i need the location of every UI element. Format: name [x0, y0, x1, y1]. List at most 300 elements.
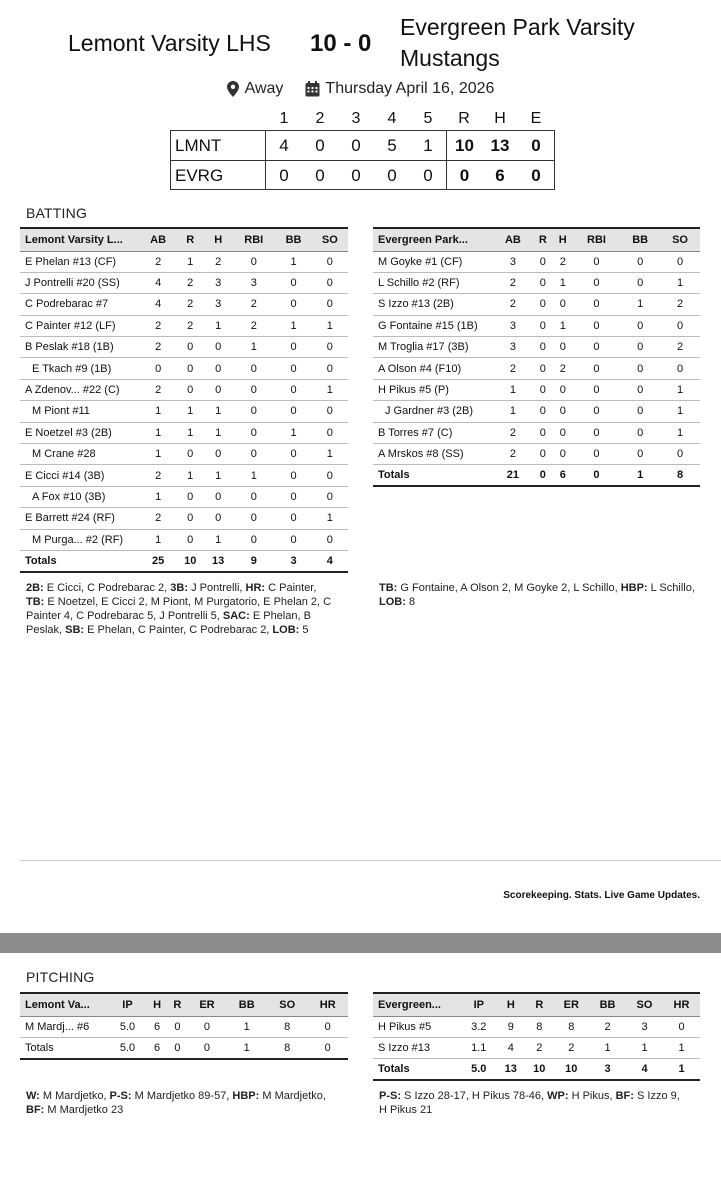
- note-text: L Schillo,: [647, 582, 695, 594]
- player-row: [373, 1016, 700, 1037]
- stat-cell: 0: [275, 529, 311, 550]
- total-cell: 21: [493, 465, 533, 486]
- note-text: E Noetzel, E Cicci 2, M Piont, M Purgatorio, E Phelan 2, C Painter 4, C Podrebarac 5, J Pontrelli 5,: [26, 596, 332, 622]
- total-cell: 10: [176, 550, 204, 571]
- total-cell: 3: [275, 550, 311, 571]
- line-score-row-home: [171, 131, 554, 160]
- stat-cell: 0: [553, 444, 573, 465]
- note-label: P-S:: [109, 1090, 132, 1102]
- inning-label: 1: [279, 110, 289, 127]
- stat-column-header: AB: [140, 228, 176, 251]
- stat-cell: 0: [307, 1016, 348, 1037]
- stat-column-header: IP: [461, 993, 497, 1016]
- hits-total: 13: [490, 136, 510, 155]
- player-name: C Podrebarac #7: [20, 294, 140, 315]
- stat-cell: 0: [275, 508, 311, 529]
- stat-cell: 2: [140, 315, 176, 336]
- stat-cell: 1: [204, 401, 232, 422]
- stat-column-header: AB: [493, 228, 533, 251]
- inning-score: 0: [315, 136, 325, 155]
- stat-column-header: SO: [267, 993, 308, 1016]
- total-cell: 8: [267, 1037, 308, 1058]
- stat-cell: 0: [620, 337, 660, 358]
- stat-cell: 1: [493, 401, 533, 422]
- stat-cell: 2: [493, 358, 533, 379]
- stat-column-header: R: [167, 993, 187, 1016]
- stat-cell: 1: [275, 315, 311, 336]
- note-text: 8: [405, 596, 416, 608]
- runs-total: 10: [446, 131, 482, 160]
- total-cell: 10: [554, 1059, 590, 1080]
- stat-cell: 1: [140, 486, 176, 507]
- hits-label: H: [494, 110, 506, 127]
- total-cell: 6: [553, 465, 573, 486]
- inning-score: 0: [315, 165, 325, 185]
- stat-cell: 0: [312, 401, 348, 422]
- player-name: E Noetzel #3 (2B): [20, 422, 140, 443]
- player-row: [373, 444, 700, 465]
- stat-cell: 3: [204, 294, 232, 315]
- errors-total: 0: [531, 165, 541, 185]
- totals-row: [373, 465, 700, 486]
- player-row: [373, 272, 700, 293]
- stat-column-header: SO: [626, 993, 663, 1016]
- stat-cell: 2: [660, 294, 700, 315]
- stat-cell: 1: [663, 1037, 700, 1058]
- totals-row: [373, 1059, 700, 1080]
- player-name: M Troglia #17 (3B): [373, 337, 493, 358]
- stat-cell: 1: [176, 465, 204, 486]
- stat-column-header: H: [497, 993, 525, 1016]
- stat-cell: 0: [573, 401, 621, 422]
- player-name: M Goyke #1 (CF): [373, 251, 493, 272]
- note-text: M Mardjetko,: [259, 1090, 326, 1102]
- total-cell: 3: [589, 1059, 626, 1080]
- player-name: S Izzo #13: [373, 1037, 461, 1058]
- stat-cell: 3: [204, 272, 232, 293]
- player-name: H Pikus #5 (P): [373, 379, 493, 400]
- stat-column-header: RBI: [232, 228, 275, 251]
- inning-label: 5: [423, 110, 433, 127]
- stat-cell: 0: [553, 337, 573, 358]
- inning-score: 0: [351, 136, 361, 155]
- stat-cell: 2: [204, 251, 232, 272]
- player-row: [373, 1037, 700, 1058]
- stat-cell: 0: [553, 379, 573, 400]
- stat-column-header: ER: [188, 993, 227, 1016]
- player-row: [20, 337, 348, 358]
- stat-cell: 1: [232, 337, 275, 358]
- team-abbr: LMNT: [171, 131, 266, 160]
- stat-column-header: RBI: [573, 228, 621, 251]
- stat-cell: 0: [232, 529, 275, 550]
- stat-cell: 1: [660, 422, 700, 443]
- stat-cell: 4: [497, 1037, 525, 1058]
- stat-cell: 2: [553, 251, 573, 272]
- inning-label: 2: [315, 110, 325, 127]
- stat-cell: 0: [204, 358, 232, 379]
- stat-cell: 6: [147, 1016, 167, 1037]
- player-name: B Torres #7 (C): [373, 422, 493, 443]
- note-text: G Fontaine, A Olson 2, M Goyke 2, L Schillo,: [397, 582, 621, 594]
- stat-cell: 1: [275, 422, 311, 443]
- total-cell: 4: [312, 550, 348, 571]
- inning-score: 4: [279, 136, 289, 155]
- errors-label: E: [530, 110, 542, 127]
- line-score-row-away: [171, 160, 554, 189]
- stat-cell: 0: [204, 444, 232, 465]
- player-row: [20, 379, 348, 400]
- game-score: 10 - 0: [310, 30, 372, 57]
- stat-cell: 0: [312, 251, 348, 272]
- player-name: J Pontrelli #20 (SS): [20, 272, 140, 293]
- stat-cell: 1: [312, 379, 348, 400]
- stat-cell: 0: [573, 358, 621, 379]
- total-cell: 4: [626, 1059, 663, 1080]
- map-pin-icon: [227, 81, 241, 97]
- note-text: E Phelan, B Peslak,: [26, 610, 311, 636]
- stat-cell: 3.2: [461, 1016, 497, 1037]
- table-header-row: [373, 993, 700, 1016]
- note-label: SAC:: [222, 610, 250, 622]
- player-row: [20, 358, 348, 379]
- stat-column-header: R: [176, 228, 204, 251]
- inning-label: 3: [351, 110, 361, 127]
- page-break-band: [0, 933, 721, 953]
- game-header: [0, 0, 721, 80]
- inning-score: 5: [387, 136, 397, 155]
- stat-cell: 3: [493, 251, 533, 272]
- stat-cell: 1: [204, 529, 232, 550]
- note-label: BF:: [26, 1104, 45, 1116]
- line-score-box: [170, 130, 555, 190]
- stat-cell: 0: [232, 251, 275, 272]
- stat-cell: 2: [140, 379, 176, 400]
- stat-cell: 0: [533, 422, 553, 443]
- team-column-header: Evergreen...: [373, 993, 461, 1016]
- stat-cell: 0: [275, 337, 311, 358]
- inning-score: 0: [279, 165, 289, 185]
- stat-cell: 1.1: [461, 1037, 497, 1058]
- stat-cell: 1: [626, 1037, 663, 1058]
- stat-cell: 1: [140, 444, 176, 465]
- stat-column-header: ER: [554, 993, 590, 1016]
- stat-cell: 1: [312, 315, 348, 336]
- stat-cell: 1: [176, 422, 204, 443]
- stat-column-header: R: [525, 993, 553, 1016]
- table-header-row: [20, 993, 348, 1016]
- note-label: HBP:: [620, 582, 648, 594]
- stat-cell: 0: [275, 486, 311, 507]
- stat-cell: 1: [589, 1037, 626, 1058]
- stat-cell: 0: [573, 337, 621, 358]
- stat-cell: 3: [493, 315, 533, 336]
- player-name: L Schillo #2 (RF): [373, 272, 493, 293]
- player-name: S Izzo #13 (2B): [373, 294, 493, 315]
- stat-cell: 0: [312, 422, 348, 443]
- total-cell: 0: [307, 1037, 348, 1058]
- stat-cell: 2: [525, 1037, 553, 1058]
- home-pitching-notes: [26, 1089, 326, 1117]
- stat-cell: 0: [660, 315, 700, 336]
- stat-cell: 0: [188, 1016, 227, 1037]
- stat-cell: 0: [176, 529, 204, 550]
- player-name: A Olson #4 (F10): [373, 358, 493, 379]
- player-name: H Pikus #5: [373, 1016, 461, 1037]
- stat-cell: 1: [204, 422, 232, 443]
- player-name: A Mrskos #8 (SS): [373, 444, 493, 465]
- stat-cell: 4: [140, 272, 176, 293]
- game-date: Thursday April 16, 2026: [325, 80, 495, 97]
- total-cell: 1: [620, 465, 660, 486]
- stat-cell: 0: [312, 465, 348, 486]
- away-batting-table: [373, 227, 700, 487]
- player-row: [20, 251, 348, 272]
- stat-cell: 0: [533, 315, 553, 336]
- stat-cell: 0: [275, 465, 311, 486]
- total-cell: 13: [204, 550, 232, 571]
- stat-cell: 0: [176, 486, 204, 507]
- stat-cell: 1: [176, 401, 204, 422]
- stat-cell: 1: [553, 315, 573, 336]
- away-batting-notes: [379, 581, 701, 609]
- stat-cell: 0: [573, 251, 621, 272]
- stat-cell: 0: [620, 251, 660, 272]
- runs-label: R: [458, 110, 470, 127]
- total-cell: 5.0: [108, 1037, 147, 1058]
- stat-cell: 0: [573, 315, 621, 336]
- stat-cell: 2: [554, 1037, 590, 1058]
- inning-label: 4: [387, 110, 397, 127]
- stat-column-header: HR: [307, 993, 348, 1016]
- note-text: S Izzo 28-17, H Pikus 78-46,: [401, 1090, 548, 1102]
- stat-cell: 0: [660, 358, 700, 379]
- total-cell: 5.0: [461, 1059, 497, 1080]
- stat-cell: 0: [553, 422, 573, 443]
- stat-cell: 1: [140, 529, 176, 550]
- player-row: [373, 422, 700, 443]
- stat-cell: 0: [232, 358, 275, 379]
- stat-column-header: BB: [589, 993, 626, 1016]
- player-row: [20, 422, 348, 443]
- player-row: [373, 358, 700, 379]
- stat-cell: 0: [275, 272, 311, 293]
- note-text: M Mardjetko 23: [44, 1104, 124, 1116]
- stat-cell: 0: [573, 379, 621, 400]
- stat-cell: 0: [204, 337, 232, 358]
- note-label: 2B:: [26, 582, 44, 594]
- stat-cell: 1: [176, 251, 204, 272]
- player-name: B Peslak #18 (1B): [20, 337, 140, 358]
- stat-cell: 0: [620, 358, 660, 379]
- stat-cell: 0: [204, 486, 232, 507]
- stat-cell: 0: [573, 294, 621, 315]
- stat-cell: 0: [553, 294, 573, 315]
- calendar-icon: [305, 81, 321, 97]
- player-row: [20, 1016, 348, 1037]
- stat-cell: 0: [176, 508, 204, 529]
- line-score-header: [170, 106, 555, 130]
- stat-cell: 2: [232, 294, 275, 315]
- player-name: E Phelan #13 (CF): [20, 251, 140, 272]
- stat-cell: 8: [554, 1016, 590, 1037]
- line-score: [170, 106, 555, 190]
- totals-label: Totals: [373, 1059, 461, 1080]
- stat-cell: 2: [493, 272, 533, 293]
- player-row: [373, 251, 700, 272]
- stat-cell: 4: [140, 294, 176, 315]
- player-row: [373, 379, 700, 400]
- stat-column-header: H: [553, 228, 573, 251]
- stat-cell: 0: [312, 337, 348, 358]
- player-row: [373, 315, 700, 336]
- player-row: [20, 401, 348, 422]
- stat-cell: 1: [232, 465, 275, 486]
- note-label: TB:: [379, 582, 398, 594]
- table-header-row: [373, 228, 700, 251]
- stat-cell: 0: [533, 379, 553, 400]
- note-label: WP:: [547, 1090, 569, 1102]
- stat-cell: 0: [275, 444, 311, 465]
- player-name: M Mardj... #6: [20, 1016, 108, 1037]
- note-label: W:: [26, 1090, 40, 1102]
- stat-cell: 1: [493, 379, 533, 400]
- player-row: [20, 315, 348, 336]
- total-cell: 8: [660, 465, 700, 486]
- note-label: P-S:: [379, 1090, 401, 1102]
- total-cell: 0: [167, 1037, 187, 1058]
- stat-cell: 2: [660, 337, 700, 358]
- note-text: S Izzo 9, H Pikus 21: [379, 1090, 680, 1116]
- player-name: J Gardner #3 (2B): [373, 401, 493, 422]
- total-cell: 13: [497, 1059, 525, 1080]
- stat-cell: 0: [312, 294, 348, 315]
- stat-cell: 0: [620, 272, 660, 293]
- total-cell: 1: [226, 1037, 266, 1058]
- stat-column-header: SO: [312, 228, 348, 251]
- section-divider: [20, 860, 721, 861]
- note-label: TB:: [26, 596, 45, 608]
- stat-cell: 0: [533, 444, 553, 465]
- note-text: C Painter,: [265, 582, 317, 594]
- stat-cell: 1: [660, 401, 700, 422]
- stat-cell: 2: [140, 508, 176, 529]
- player-row: [20, 529, 348, 550]
- stat-cell: 2: [493, 422, 533, 443]
- stat-cell: 0: [620, 379, 660, 400]
- note-label: HR:: [245, 582, 266, 594]
- note-text: M Mardjetko 89-57,: [131, 1090, 233, 1102]
- total-cell: 10: [525, 1059, 553, 1080]
- stat-cell: 0: [533, 358, 553, 379]
- player-name: E Cicci #14 (3B): [20, 465, 140, 486]
- stat-cell: 1: [660, 379, 700, 400]
- team-column-header: Lemont Varsity L...: [20, 228, 140, 251]
- stat-cell: 0: [232, 444, 275, 465]
- stat-cell: 1: [620, 294, 660, 315]
- stat-cell: 0: [275, 379, 311, 400]
- player-name: E Barrett #24 (RF): [20, 508, 140, 529]
- stat-cell: 0: [176, 337, 204, 358]
- stat-cell: 2: [140, 251, 176, 272]
- totals-row: [20, 1037, 348, 1058]
- stat-cell: 0: [176, 358, 204, 379]
- player-name: C Painter #12 (LF): [20, 315, 140, 336]
- stat-cell: 2: [553, 358, 573, 379]
- stat-cell: 0: [275, 294, 311, 315]
- stat-cell: 0: [660, 251, 700, 272]
- stat-cell: 3: [626, 1016, 663, 1037]
- stat-column-header: BB: [275, 228, 311, 251]
- stat-cell: 0: [620, 444, 660, 465]
- stat-cell: 0: [167, 1016, 187, 1037]
- player-name: E Tkach #9 (1B): [20, 358, 140, 379]
- stat-cell: 1: [312, 508, 348, 529]
- note-text: M Mardjetko,: [39, 1090, 110, 1102]
- player-name: A Fox #10 (3B): [20, 486, 140, 507]
- player-name: G Fontaine #15 (1B): [373, 315, 493, 336]
- inning-score: 0: [387, 165, 397, 185]
- stat-cell: 1: [140, 422, 176, 443]
- stat-cell: 3: [232, 272, 275, 293]
- stat-cell: 2: [176, 272, 204, 293]
- stat-cell: 0: [620, 401, 660, 422]
- note-text: E Phelan, C Painter, C Podrebarac 2,: [84, 624, 273, 636]
- total-cell: 1: [663, 1059, 700, 1080]
- stat-cell: 0: [533, 294, 553, 315]
- totals-row: [20, 550, 348, 571]
- home-team-name: Lemont Varsity LHS: [68, 30, 271, 56]
- stat-cell: 2: [140, 465, 176, 486]
- player-row: [20, 465, 348, 486]
- stat-cell: 9: [497, 1016, 525, 1037]
- stat-cell: 0: [232, 422, 275, 443]
- stat-cell: 0: [312, 486, 348, 507]
- stat-cell: 1: [312, 444, 348, 465]
- stat-cell: 0: [533, 337, 553, 358]
- stat-cell: 1: [140, 401, 176, 422]
- inning-score: 1: [423, 136, 433, 155]
- stat-cell: 0: [275, 358, 311, 379]
- stat-cell: 2: [232, 315, 275, 336]
- stat-cell: 1: [204, 315, 232, 336]
- errors-total: 0: [531, 136, 541, 155]
- stat-cell: 0: [533, 401, 553, 422]
- stat-column-header: BB: [620, 228, 660, 251]
- player-row: [20, 486, 348, 507]
- total-cell: 0: [573, 465, 621, 486]
- stat-cell: 1: [226, 1016, 266, 1037]
- stat-column-header: HR: [663, 993, 700, 1016]
- stat-cell: 2: [140, 337, 176, 358]
- player-row: [20, 272, 348, 293]
- stat-cell: 1: [275, 251, 311, 272]
- player-name: M Crane #28: [20, 444, 140, 465]
- table-header-row: [20, 228, 348, 251]
- stat-column-header: H: [204, 228, 232, 251]
- stat-cell: 3: [493, 337, 533, 358]
- total-cell: 0: [533, 465, 553, 486]
- away-pitching-table: [373, 992, 700, 1081]
- stat-cell: 0: [663, 1016, 700, 1037]
- stat-cell: 0: [573, 272, 621, 293]
- away-pitching-notes: [379, 1089, 689, 1117]
- stat-cell: 0: [573, 444, 621, 465]
- stat-cell: 8: [525, 1016, 553, 1037]
- home-pitching-table: [20, 992, 348, 1060]
- stat-column-header: SO: [660, 228, 700, 251]
- note-text: J Pontrelli,: [188, 582, 246, 594]
